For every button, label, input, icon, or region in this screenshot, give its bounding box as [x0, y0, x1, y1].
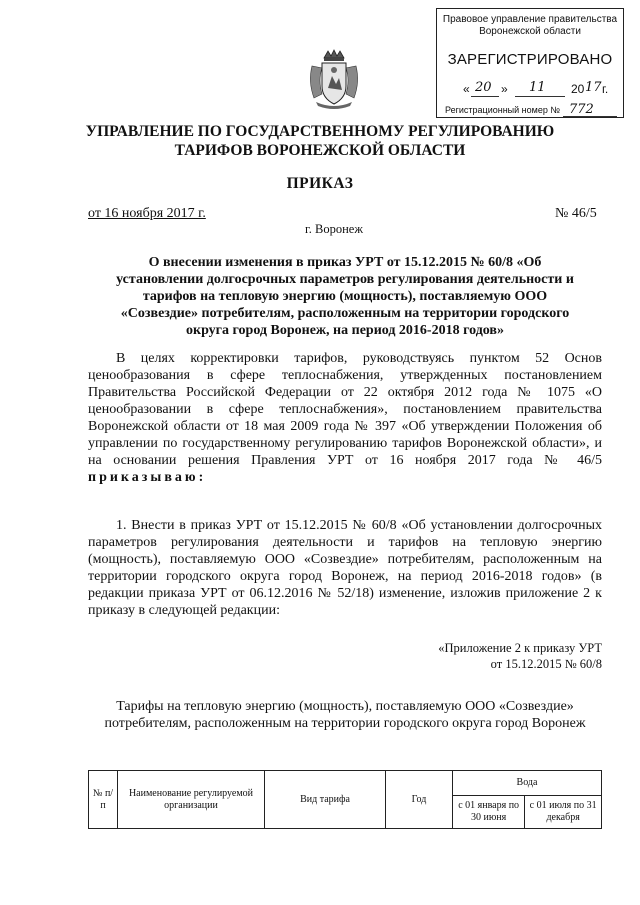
order-date: от 16 ноября 2017 г.: [88, 206, 206, 221]
stamp-year-suffix: 17: [585, 80, 602, 95]
stamp-registered-label: ЗАРЕГИСТРИРОВАНО: [447, 51, 613, 68]
stamp-number-value: 772: [569, 102, 594, 117]
stamp-day: 20: [475, 80, 492, 95]
order-number: № 46/5: [555, 206, 597, 221]
header-year: Год: [386, 771, 453, 829]
stamp-year-prefix: 20: [571, 82, 585, 96]
header-second-half: с 01 июля по 31 декабря: [525, 796, 602, 829]
header-organization: Наименование регулируемой организации: [118, 771, 265, 829]
document-type: ПРИКАЗ: [286, 175, 354, 192]
city: г. Воронеж: [305, 222, 363, 236]
stamp-month: 11: [529, 80, 546, 95]
table-header-row: [89, 771, 602, 796]
clause-1-paragraph: 1. Внести в приказ УРТ от 15.12.2015 № 60/8 «Об установлении долгосрочных параметров регулирования деятельности и тарифов на тепловую энергию (мощность), поставляемую ООО «Созвездие» потребителям, расположенным на территории городского округа город Воронеж, на период 2016-2018 годов» (в редакции приказа УРТ от 06.12.2016 № 52/18) изменение, изложив приложение 2 к приказу в следующей редакции:: [88, 518, 602, 618]
preamble-paragraph: В целях корректировки тарифов, руководствуясь пунктом 52 Основ ценообразования в сфере теплоснабжения, утвержденных постановлением Правительства Российской Федерации от 22 октября 2012 года № 1075 «О ценообразовании в сфере теплоснабжения», постановлением правительства Воронежской области от 18 мая 2009 года № 397 «Об утверждении Положения об управлении по государственному регулированию тарифов Воронежской области», и на основании решения Правления УРТ от 16 ноября 2017 года № 46/5 приказываю:: [88, 351, 602, 485]
appendix-reference: «Приложение 2 к приказу УРТ от 15.12.2015 № 60/8: [438, 641, 602, 671]
agency-name: УПРАВЛЕНИЕ ПО ГОСУДАРСТВЕННОМУ РЕГУЛИРОВАНИЮ ТАРИФОВ ВОРОНЕЖСКОЙ ОБЛАСТИ: [85, 123, 555, 159]
header-tariff-type: Вид тарифа: [265, 771, 386, 829]
stamp-registration-number: Регистрационный номер № 772: [445, 105, 621, 115]
tariff-table: [88, 770, 602, 829]
coat-of-arms-icon: [306, 48, 362, 110]
stamp-date: « 20 » 11 20 17 г.: [463, 80, 609, 96]
order-heading: О внесении изменения в приказ УРТ от 15.12.2015 № 60/8 «Об установлении долгосрочных параметров регулирования деятельности и тарифов на тепловую энергию (мощность), поставляемую ООО «Созвездие» потребителям, расположенным на территории городского округа город Воронеж, на период 2016-2018 годов»: [116, 255, 574, 338]
header-first-half: с 01 января по 30 июня: [453, 796, 525, 829]
header-num: № п/п: [89, 771, 118, 829]
registration-stamp: [436, 8, 624, 118]
header-water: Вода: [453, 771, 602, 796]
order-word: приказываю:: [88, 470, 207, 485]
stamp-organization: Правовое управление правительства Воронежской области: [442, 14, 618, 37]
stamp-year-end: г.: [602, 82, 609, 96]
tariff-table-title: Тарифы на тепловую энергию (мощность), поставляемую ООО «Созвездие» потребителям, расположенным на территории городского округа город Воронеж: [104, 699, 586, 731]
